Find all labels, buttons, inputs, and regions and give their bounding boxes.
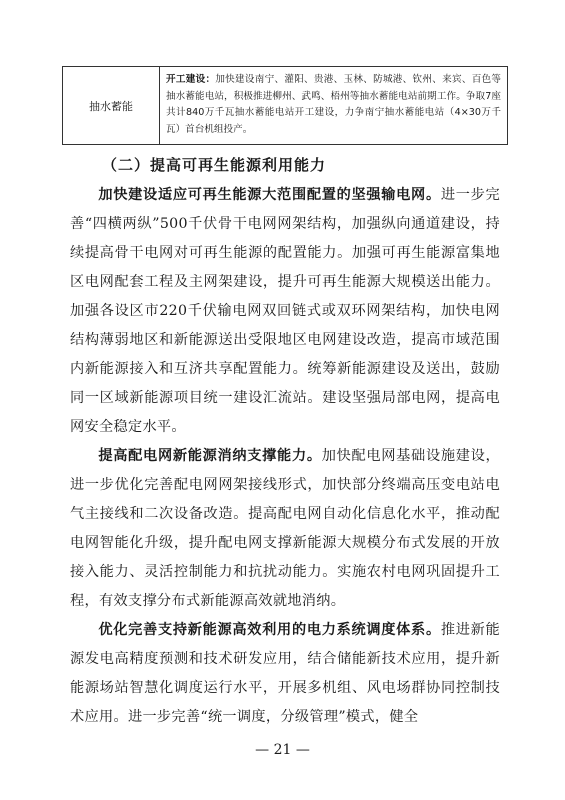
table-content-cell <box>160 67 507 144</box>
paragraph-text: 加快配电网基础设施建设，进一步优化完善配电网网架接线形式，加快部分终端高压变电站电气主接线和二次设备改造。提高配电网自动化信息化水平，推动配电网智能化升级，提升配电网支撑新能源大规模分布式发展的开放接入能力、灵活控制能力和抗扰动能力。实施农村电网巩固提升工程，有效支撑分布式新能源高效就地消纳。 <box>70 448 500 609</box>
table-label-cell: 抽水蓄能 <box>63 67 160 144</box>
paragraph-lead: 加快建设适应可再生能源大范围配置的坚强输电网。 <box>98 187 441 203</box>
page-number: — 21 — <box>255 742 310 758</box>
paragraph-text: 进一步完善“四横两纵”500千伏骨干电网网架结构，加强纵向通道建设，持续提高骨干电网对可再生能源的配置能力。加强可再生能源富集地区电网配套工程及主网架建设，提升可再生能源大规模送出能力。加强各设区市220千伏输电网双回链式或双环网架结构，加快电网结构薄弱地区和新能源送出受限地区电网建设改造，提高市域范围内新能源接入和互济共享配置能力。统筹新能源建设及送出，鼓励同一区域新能源项目统一建设汇流站。建设坚强局部电网，提高电网安全稳定水平。 <box>70 187 500 435</box>
paragraph-transmission-grid <box>70 181 500 442</box>
table-content-lead: 开工建设： <box>166 74 216 85</box>
section-heading: （二）提高可再生能源利用能力 <box>102 156 327 174</box>
paragraph-dispatch-system <box>70 616 500 732</box>
paragraph-distribution-grid <box>70 442 500 616</box>
paragraph-lead: 提高配电网新能源消纳支撑能力。 <box>98 448 322 464</box>
project-table-row <box>62 66 508 145</box>
table-content-text: 加快建设南宁、灌阳、贵港、玉林、防城港、钦州、来宾、百色等抽水蓄能电站，积极推进柳州、武鸣、梧州等抽水蓄能电站前期工作。争取7座共计840万千瓦抽水蓄能电站开工建设，力争南宁抽水蓄能电站（4×30万千瓦）首台机组投产。 <box>166 74 502 135</box>
paragraph-text: 推进新能源发电高精度预测和技术研发应用，结合储能新技术应用，提升新能源场站智慧化调度运行水平，开展多机组、风电场群协同控制技术应用。进一步完善“统一调度，分级管理”模式，健全 <box>70 622 500 725</box>
paragraph-lead: 优化完善支持新能源高效利用的电力系统调度体系。 <box>98 622 441 638</box>
body-text <box>70 181 500 732</box>
